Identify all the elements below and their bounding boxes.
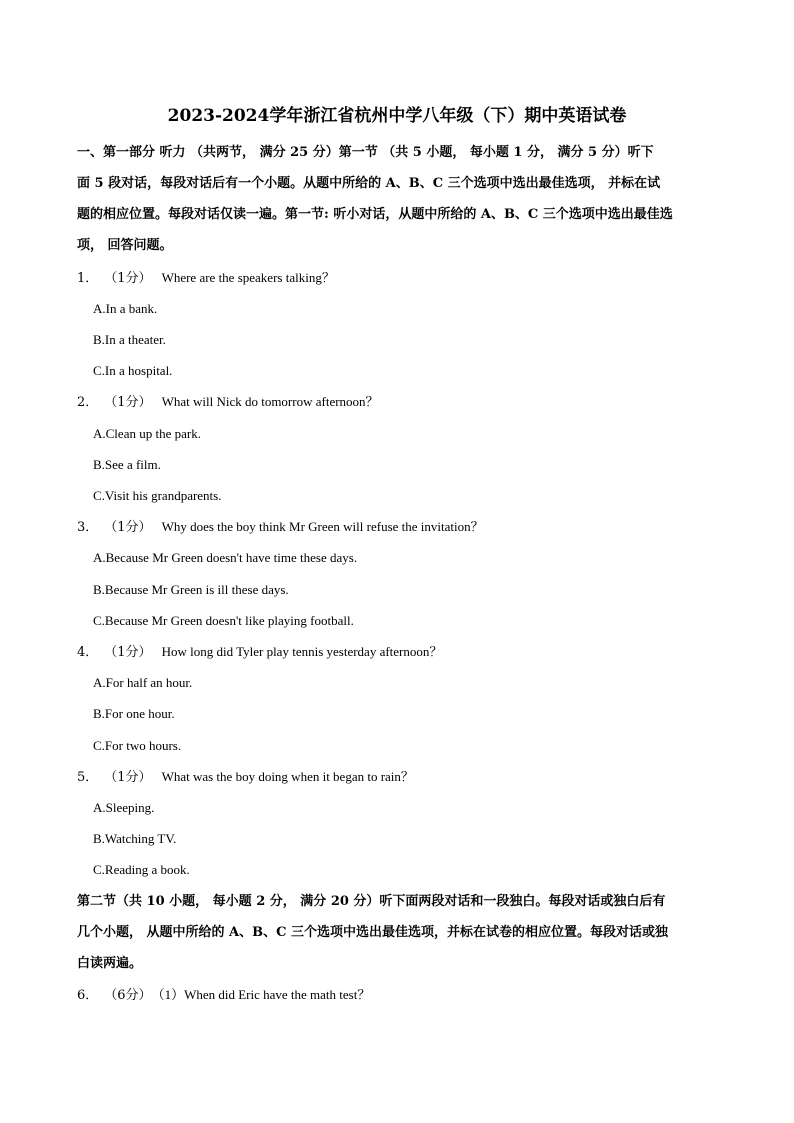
- question-points: （6分）: [104, 988, 152, 1003]
- question-4: [77, 642, 442, 663]
- instruction-line: 白读两遍。: [77, 956, 143, 971]
- part2-instructions: [77, 886, 718, 979]
- question-6: [77, 985, 370, 1006]
- question-1: [77, 268, 335, 289]
- question-number: 1．: [77, 271, 99, 286]
- option-c: C.Visit his grandparents.: [93, 488, 222, 503]
- question-text: What was the boy doing when it began to rain？: [161, 769, 414, 784]
- option-a: A.In a bank.: [93, 301, 158, 316]
- option-b: B.For one hour.: [93, 706, 175, 721]
- question-number: 3．: [77, 520, 99, 535]
- question-text: How long did Tyler play tennis yesterday afternoon？: [161, 644, 443, 659]
- option-c: C.Because Mr Green doesn't like playing football.: [93, 613, 354, 628]
- option-a: A.Because Mr Green doesn't have time these days.: [93, 550, 358, 565]
- question-points: （1分）: [104, 520, 152, 535]
- instruction-line: 题的相应位置。每段对话仅读一遍。第一节: 听小对话，从题中所给的 A、B、C 三个选项中选出最佳选: [77, 207, 673, 222]
- question-text: What will Nick do tomorrow afternoon？: [161, 394, 379, 409]
- instruction-line: 一、第一部分 听力 （共两节， 满分 25 分）第一节 （共 5 小题， 每小题 1 分， 满分 5 分）听下: [77, 145, 654, 160]
- instruction-line: 项， 回答问题。: [77, 238, 173, 253]
- option-a: A.Sleeping.: [93, 800, 155, 815]
- question-number: 5．: [77, 770, 99, 785]
- option-a: A.Clean up the park.: [93, 426, 201, 441]
- instruction-line: 几个小题， 从题中所给的 A、B、C 三个选项中选出最佳选项，并标在试卷的相应位置。每段对话或独: [77, 925, 668, 940]
- question-number: 6．: [77, 988, 99, 1003]
- question-points: （1分）: [104, 645, 152, 660]
- question-points: （1分）: [104, 271, 152, 286]
- question-text: Where are the speakers talking？: [161, 270, 335, 285]
- question-text: （1）When did Eric have the math test？: [151, 987, 371, 1002]
- instruction-line: 面 5 段对话，每段对话后有一个小题。从题中所给的 A、B、C 三个选项中选出最佳选项， 并标在试: [77, 176, 661, 191]
- question-number: 2．: [77, 395, 99, 410]
- question-points: （1分）: [104, 395, 152, 410]
- option-b: B.In a theater.: [93, 332, 166, 347]
- option-b: B.Watching TV.: [93, 831, 177, 846]
- option-b: B.Because Mr Green is ill these days.: [93, 582, 289, 597]
- question-3: [77, 517, 484, 538]
- option-c: C.For two hours.: [93, 738, 182, 753]
- instruction-line: 第二节（共 10 小题， 每小题 2 分， 满分 20 分）听下面两段对话和一段独白。每段对话或独白后有: [77, 894, 666, 909]
- option-b: B.See a film.: [93, 457, 161, 472]
- page-title: 2023-2024学年浙江省杭州中学八年级（下）期中英语试卷: [167, 106, 627, 126]
- option-c: C.Reading a book.: [93, 862, 190, 877]
- question-text: Why does the boy think Mr Green will refuse the invitation？: [161, 519, 484, 534]
- question-5: [77, 767, 414, 788]
- question-2: [77, 392, 379, 413]
- option-a: A.For half an hour.: [93, 675, 193, 690]
- part1-instructions: [77, 137, 718, 261]
- option-c: C.In a hospital.: [93, 363, 173, 378]
- question-points: （1分）: [104, 770, 152, 785]
- question-number: 4．: [77, 645, 99, 660]
